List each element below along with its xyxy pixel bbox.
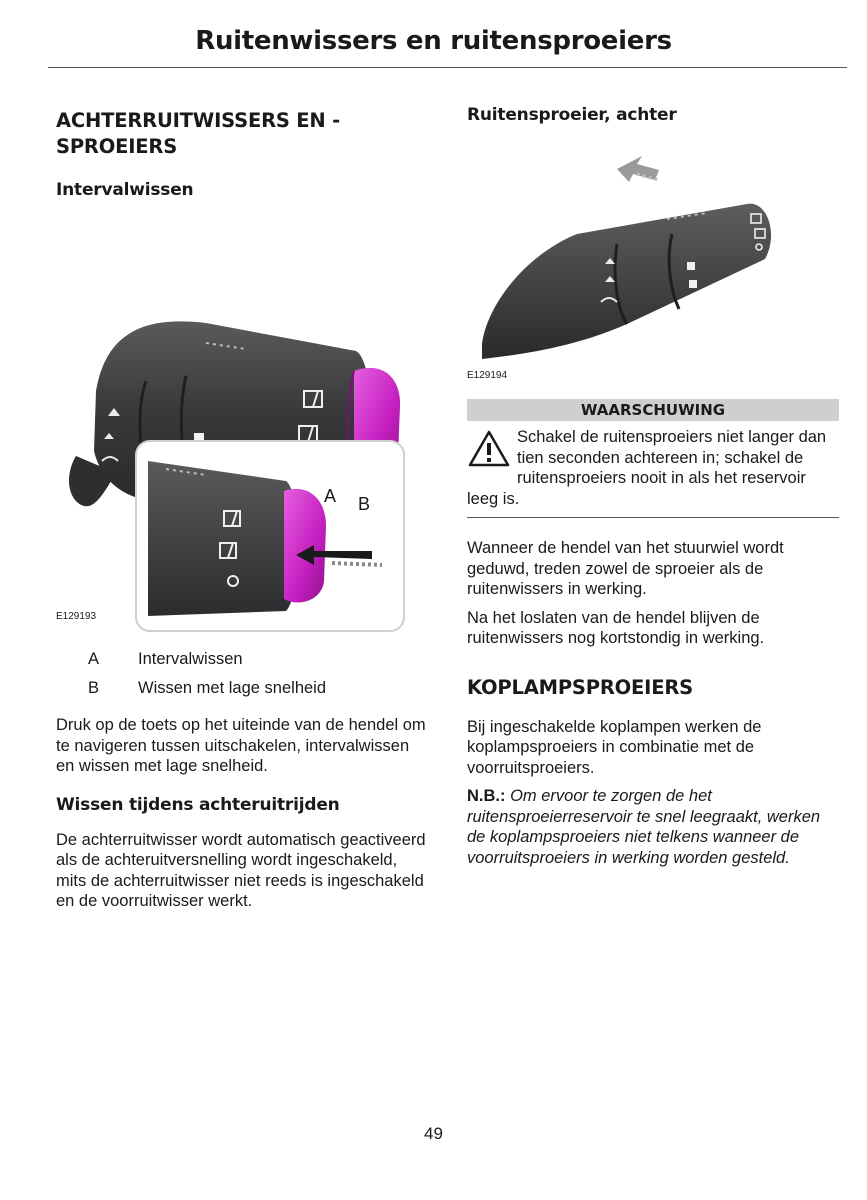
- subheading-interval: Intervalwissen: [56, 180, 194, 200]
- paragraph-release-lever: Na het loslaten van de hendel blijven de ruitenwissers nog kortstondig in werking.: [467, 608, 765, 647]
- section-title-line-2: SPROEIERS: [56, 135, 178, 158]
- callout-b: B: [358, 494, 371, 514]
- section-title-line-1: ACHTERRUITWISSERS EN -: [56, 109, 341, 132]
- right-column: [467, 100, 839, 868]
- section-title-headlamp-washers: KOPLAMPSPROEIERS: [467, 675, 694, 699]
- inset-cap-detail: [136, 441, 404, 631]
- figure-code-right: E129194: [467, 370, 508, 381]
- warning-box: [467, 399, 839, 518]
- subheading-reverse-wipe: Wissen tijdens achteruitrijden: [56, 794, 340, 815]
- callout-a: A: [324, 486, 337, 506]
- paragraph-headlamp-washers: Bij ingeschakelde koplampen werken de koplampsproeiers in combinatie met de voorruitsproeiers.: [467, 717, 762, 777]
- left-column: [56, 100, 430, 912]
- figure-rear-washer-lever: [467, 134, 839, 384]
- section-title-rear-wipers: [56, 108, 430, 160]
- legend-key-b: B: [88, 679, 100, 697]
- legend-key-a: A: [88, 650, 100, 668]
- note-label: N.B.:: [467, 787, 506, 805]
- title-divider: [48, 67, 847, 68]
- legend-text-b: Wissen met lage snelheid: [138, 679, 327, 697]
- paragraph-button-function: Druk op de toets op het uiteinde van de hendel om te navigeren tussen uitschakelen, intervalwissen en wissen met lage snelheid.: [56, 716, 426, 775]
- paragraph-reverse-wipe: De achterruitwisser wordt automatisch geactiveerd als de achteruitversnelling wordt ingeschakeld, mits de achterruitwisser niet reeds is ingeschakeld en de voorruitwisser werkt.: [56, 830, 426, 910]
- warning-text: Schakel de ruitensproeiers niet langer dan tien seconden achtereen in; schakel de ruitensproeiers nooit in als het reservoir leeg is.: [467, 428, 827, 508]
- paragraph-push-lever: Wanneer de hendel van het stuurwiel wordt geduwd, treden zowel de sproeier als de ruitenwissers in werking.: [467, 539, 784, 598]
- note-text: Om ervoor te zorgen de het ruitensproeierreservoir te snel leegraakt, werken de koplampsproeiers niet telkens wanneer de voorruitsproeiers in werking worden gesteld.: [467, 787, 821, 867]
- page-title: Ruitenwissers en ruitensproeiers: [195, 26, 672, 56]
- figure-code: E129193: [56, 611, 97, 622]
- figure-rear-wiper-lever: [56, 211, 430, 641]
- page-number: 49: [424, 1124, 443, 1143]
- warning-body: [467, 421, 839, 518]
- subheading-rear-washer: Ruitensproeier, achter: [467, 105, 677, 125]
- figure-legend: [56, 649, 430, 699]
- rear-washer-lever-illustration: [467, 134, 839, 364]
- warning-title: WAARSCHUWING: [467, 399, 839, 421]
- warning-triangle-icon: [467, 429, 511, 469]
- legend-text-a: Intervalwissen: [138, 650, 243, 668]
- note-paragraph: [467, 786, 839, 868]
